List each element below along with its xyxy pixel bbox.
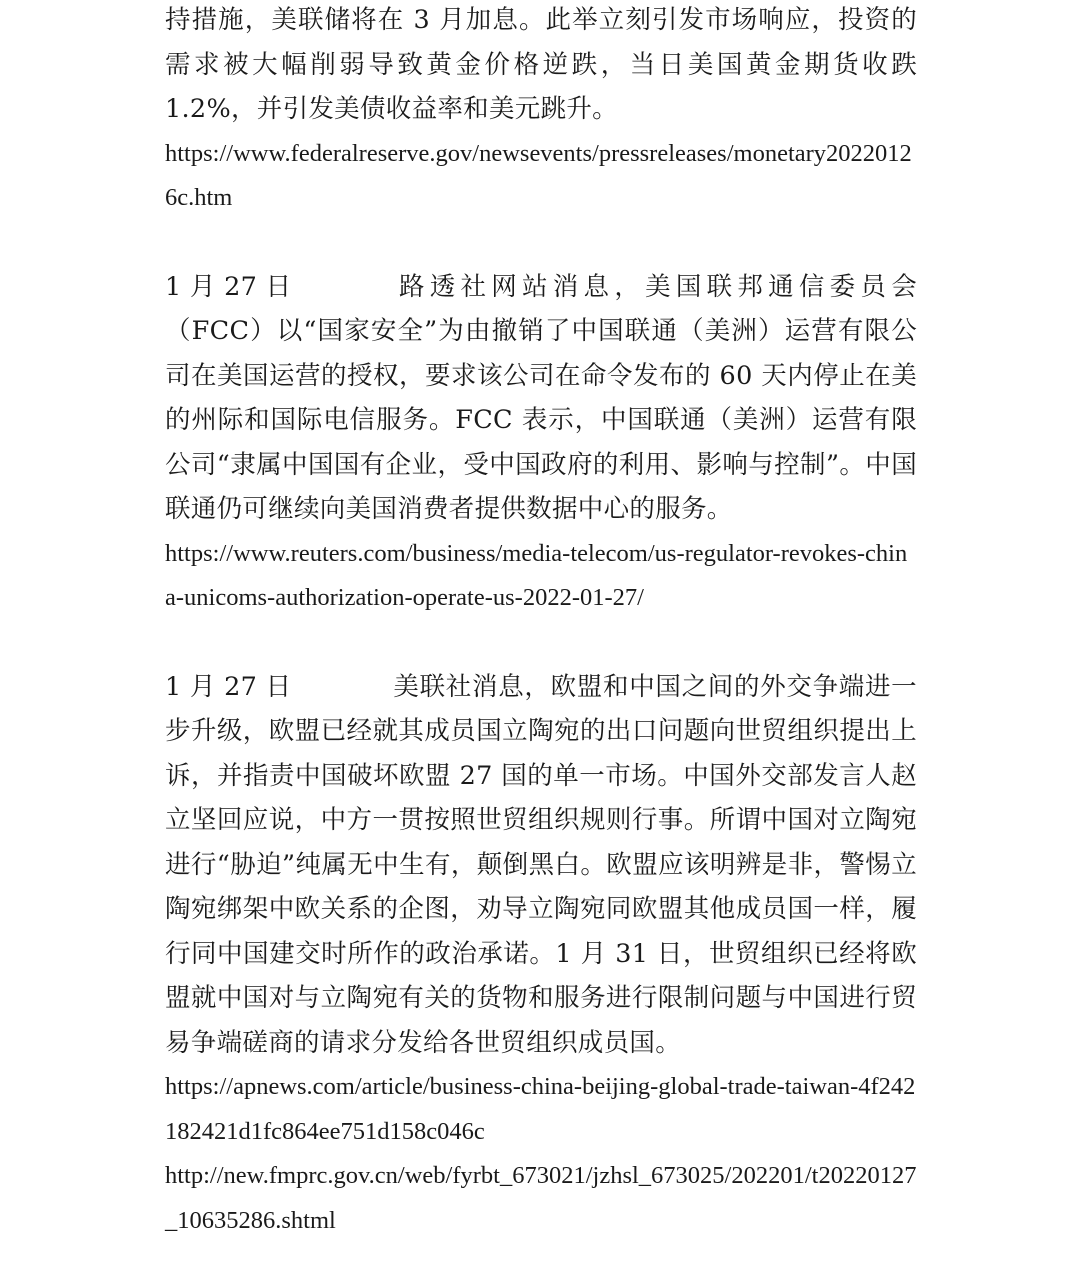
entry-paragraph <box>165 265 917 532</box>
source-url: https://apnews.com/article/business-china-beijing-global-trade-taiwan-4f242182421d1fc864ee751d158c046c <box>165 1073 916 1145</box>
entry-paragraph: 持措施，美联储将在 3 月加息。此举立刻引发市场响应，投资的需求被大幅削弱导致黄金价格逆跌，当日美国黄金期货收跌 1.2%，并引发美债收益率和美元跳升。 <box>165 5 917 124</box>
entry-paragraph <box>165 665 917 1066</box>
entry-text: 路透社网站消息，美国联邦通信委员会（FCC）以“国家安全”为由撤销了中国联通（美洲）运营有限公司在美国运营的授权，要求该公司在命令发布的 60 天内停止在美的州际和国际电信服务。FCC 表示，中国联通（美洲）运营有限公司“隶属中国国有企业，受中国政府的利用、影响与控制”。中国联通仍可继续向美国消费者提供数据中心的服务。 <box>165 271 917 524</box>
news-entry-eu-wto <box>165 665 917 1244</box>
entry-date: 1 月 27 日 <box>165 271 292 302</box>
entry-text: 美联社消息，欧盟和中国之间的外交争端进一步升级，欧盟已经就其成员国立陶宛的出口问题向世贸组织提出上诉，并指责中国破坏欧盟 27 国的单一市场。中国外交部发言人赵立坚回应说，中方一贯按照世贸组织规则行事。所谓中国对立陶宛进行“胁迫”纯属无中生有，颠倒黑白。欧盟应该明辨是非，警惕立陶宛绑架中欧关系的企图，劝导立陶宛同欧盟其他成员国一样，履行同中国建交时所作的政治承诺。1 月 31 日，世贸组织已经将欧盟就中国对与立陶宛有关的货物和服务进行限制问题与中国进行贸易争端磋商的请求分发给各世贸组织成员国。 <box>165 671 917 1058</box>
document-page <box>165 0 917 1243</box>
entry-spacer <box>165 621 917 665</box>
news-entry-fcc <box>165 265 917 621</box>
source-url: https://www.federalreserve.gov/newsevents/pressreleases/monetary20220126c.htm <box>165 139 912 211</box>
entry-spacer <box>165 221 917 265</box>
source-url: http://new.fmprc.gov.cn/web/fyrbt_673021/jzhsl_673025/202201/t20220127_10635286.shtml <box>165 1162 917 1234</box>
source-url: https://www.reuters.com/business/media-telecom/us-regulator-revokes-china-unicoms-authorization-operate-us-2022-01-27/ <box>165 539 908 611</box>
entry-date: 1 月 27 日 <box>165 671 292 702</box>
news-entry-continued <box>165 0 917 221</box>
